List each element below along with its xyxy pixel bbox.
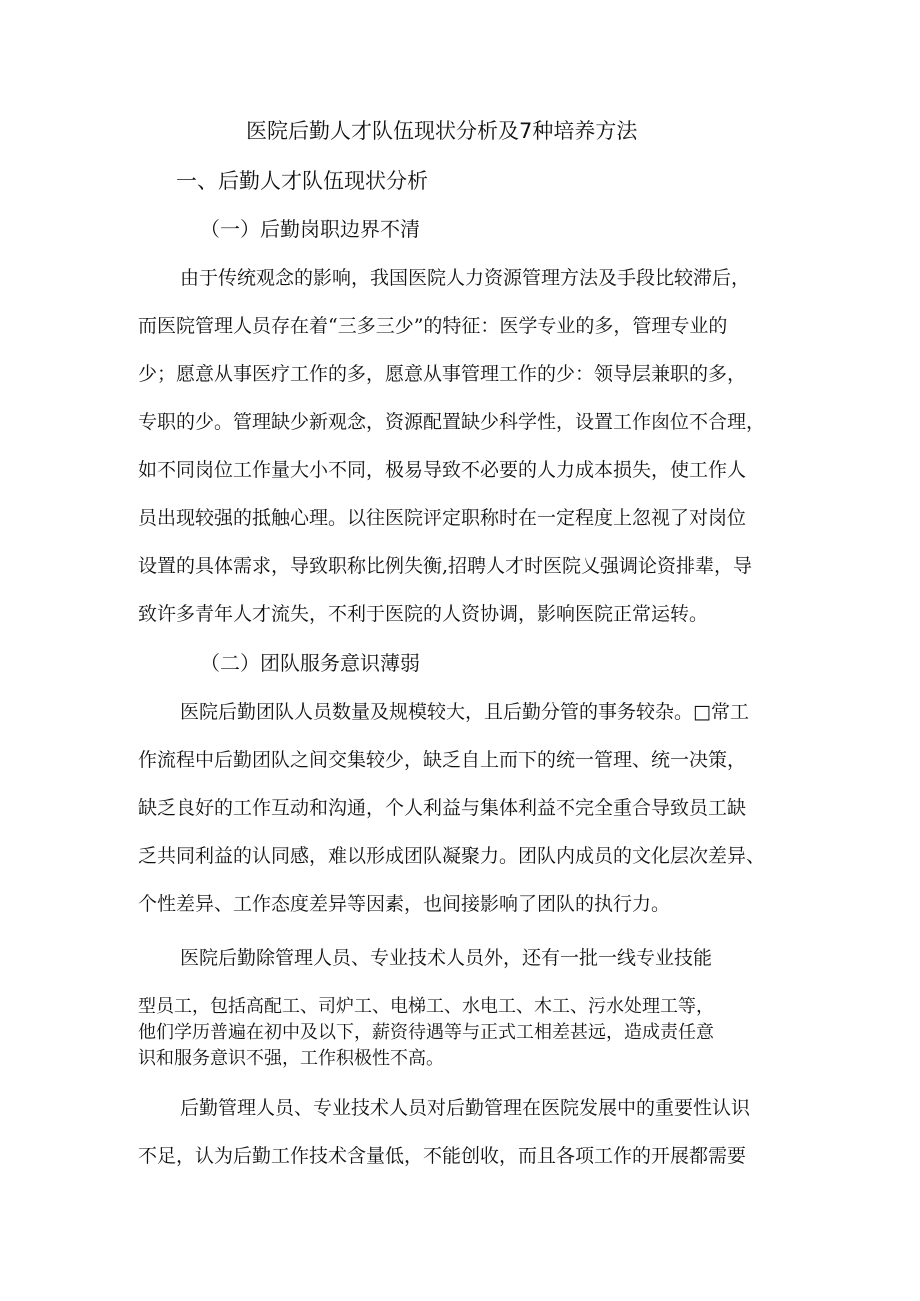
paragraph-line: 少；愿意从事医疗工作的多，愿意从事管理工作的少：领导层兼职的多， bbox=[138, 363, 747, 385]
paragraph-line: 设置的具体需求，导致职称比例失衡,招聘人才时医院乂强调论资排辈，导 bbox=[138, 555, 753, 577]
paragraph-line: 后勤管理人员、专业技术人员对后勤管理在医院发展中的重要性认识 bbox=[180, 1097, 751, 1119]
paragraph-line: 员出现较强的抵触心理。以往医院评定职称时在一定程度上忽视了对岗位 bbox=[138, 507, 747, 529]
paragraph-line: 识和服务意识不强，工作积极性不高。 bbox=[138, 1048, 444, 1069]
paragraph-line: 医院后勤团队人员数量及规模较大，且后勤分管的事务较杂。□常工 bbox=[180, 701, 749, 723]
paragraph-line: 缺乏良好的工作互动和沟通，个人利益与集体利益不完全重合导致员工缺 bbox=[138, 797, 747, 819]
paragraph-line: 不足，认为后勤工作技术含量低，不能创收，而且各项工作的开展都需要 bbox=[138, 1145, 747, 1167]
paragraph-line: 型员工，包括高配工、司炉工、电梯工、水电工、木工、污水处理工等， bbox=[138, 996, 714, 1017]
paragraph-line: 个性差异、工作态度差异等因素，也间接影响了团队的执行力。 bbox=[138, 893, 671, 915]
subsection-heading-2: （二）团队服务意识薄弱 bbox=[200, 651, 420, 675]
paragraph-line: 由于传统观念的影响，我国医院人力资源管理方法及手段比较滞后， bbox=[180, 267, 751, 289]
paragraph-line: 而医院管理人员存在着“三多三少”的特征：医学专业的多，管理专业的 bbox=[138, 315, 728, 337]
paragraph-line: 乏共同利益的认同感，难以形成团队凝聚力。团队内成员的文化层次差异、 bbox=[138, 845, 766, 867]
paragraph-line: 作流程中后勤团队之间交集较少，缺乏自上而下的统一管理、统一决策， bbox=[138, 749, 747, 771]
paragraph-line: 专职的少。管理缺少新观念，资源配置缺少科学性，设置工作囱位不合理， bbox=[138, 411, 766, 433]
subsection-heading-1: （一）后勤岗职边界不清 bbox=[200, 217, 420, 241]
paragraph-line: 他们学历普遍在初中及以下，薪资待遇等与正式工相差甚远，造成责任意 bbox=[138, 1022, 714, 1043]
paragraph-line: 如不同岗位工作量大小不同，极易导致不必要的人力成本损失，使工作人 bbox=[138, 459, 747, 481]
document-title: 医院后勤人才队伍现状分析及7种培养方法 bbox=[246, 119, 638, 143]
section-heading-1: 一、后勤人才队伍现状分析 bbox=[176, 169, 428, 193]
paragraph-line: 医院后勤除管理人员、专业技术人员外，还有一批一线专业技能 bbox=[180, 947, 713, 969]
paragraph-line: 致许多青年人才流失，不利于医院的人资协调，影响医院正常运转。 bbox=[138, 603, 709, 625]
